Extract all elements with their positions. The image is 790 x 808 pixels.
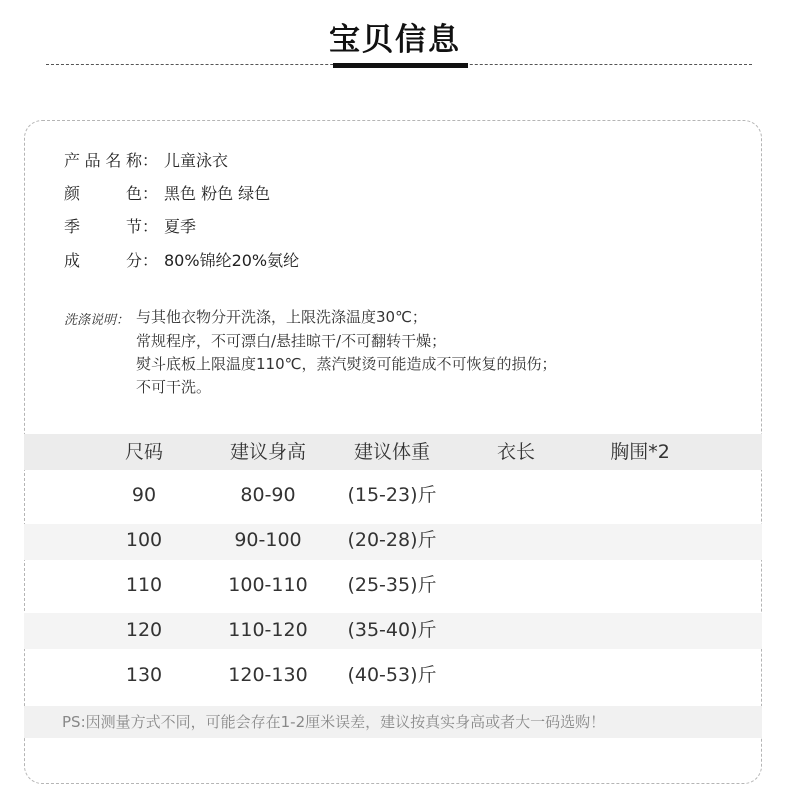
washing-line: 熨斗底板上限温度110℃，蒸汽熨烫可能造成不可恢复的损伤； — [136, 355, 557, 373]
cell-height: 90-100 — [234, 529, 302, 551]
cell-size: 100 — [125, 529, 163, 551]
info-label: 颜 色 — [64, 184, 142, 203]
page-title: 宝贝信息 — [329, 22, 461, 58]
cell-weight: (35-40)斤 — [347, 619, 437, 641]
cell-height: 120-130 — [228, 664, 308, 686]
info-label: 季 节 — [64, 217, 142, 236]
info-label: 成 分 — [64, 251, 142, 270]
cell-weight: (40-53)斤 — [347, 664, 437, 686]
cell-size: 90 — [131, 484, 157, 506]
cell-weight: (20-28)斤 — [347, 529, 437, 551]
column-header-height: 建议身高 — [229, 441, 306, 463]
column-header-size: 尺码 — [124, 441, 163, 463]
cell-size: 130 — [125, 664, 163, 686]
washing-label: 洗涤说明： — [64, 313, 130, 328]
cell-weight: (25-35)斤 — [347, 574, 437, 596]
cell-size: 110 — [125, 574, 163, 596]
measurement-note: PS:因测量方式不同，可能会存在1-2厘米误差，建议按真实身高或者大一码选购！ — [62, 713, 606, 731]
column-header-weight: 建议体重 — [353, 441, 430, 463]
color-value: 黑色 粉色 绿色 — [164, 184, 271, 203]
header-underline-bar — [333, 63, 468, 68]
washing-line: 与其他衣物分开洗涤，上限洗涤温度30℃； — [136, 308, 427, 326]
column-header-length: 衣长 — [496, 441, 535, 463]
cell-height: 110-120 — [228, 619, 308, 641]
cell-size: 120 — [125, 619, 163, 641]
column-header-chest: 胸围*2 — [610, 441, 670, 463]
material-value: 80%锦纶20%氨纶 — [164, 251, 300, 270]
cell-height: 100-110 — [228, 574, 308, 596]
product-name-value: 儿童泳衣 — [164, 151, 229, 170]
washing-line: 常规程序，不可漂白/悬挂晾干/不可翻转干燥； — [136, 332, 447, 350]
cell-weight: (15-23)斤 — [347, 484, 437, 506]
cell-height: 80-90 — [240, 484, 296, 506]
season-value: 夏季 — [164, 217, 197, 236]
washing-line: 不可干洗。 — [136, 378, 212, 396]
info-label: 产 品 名 称 — [64, 151, 142, 170]
